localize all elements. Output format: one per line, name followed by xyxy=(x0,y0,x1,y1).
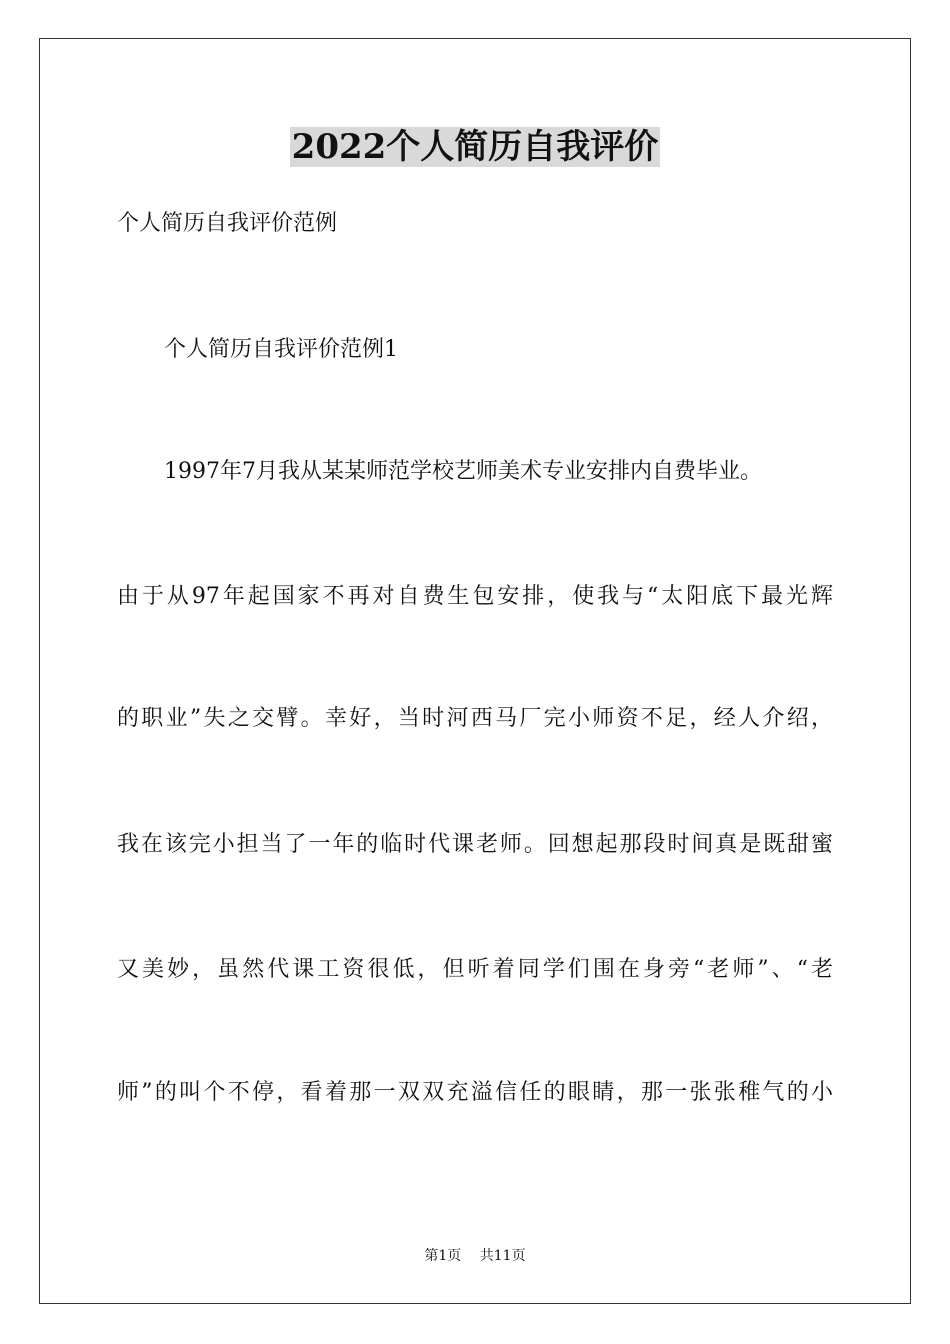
document-title-text: 2022个人简历自我评价 xyxy=(291,127,659,167)
paragraph-line-3: 的职业”失之交臂。幸好，当时河西马厂完小师资不足，经人介绍， xyxy=(117,706,833,731)
section-heading: 个人简历自我评价范例1 xyxy=(164,337,398,362)
paragraph-line-6: 师”的叫个不停，看着那一双双充溢信任的眼睛，那一张张稚气的小 xyxy=(117,1080,833,1105)
page-footer xyxy=(0,1246,950,1266)
page-number-total: 共11页 xyxy=(479,1248,526,1264)
page-number-current: 第1页 xyxy=(424,1248,462,1264)
paragraph-line-1: 1997年7月我从某某师范学校艺师美术专业安排内自费毕业。 xyxy=(164,459,762,484)
paragraph-line-2: 由于从97年起国家不再对自费生包安排，使我与“太阳底下最光辉 xyxy=(117,584,833,609)
paragraph-line-5: 又美妙，虽然代课工资很低，但听着同学们围在身旁“老师”、“老 xyxy=(117,957,833,982)
document-title xyxy=(0,124,950,170)
document-subtitle: 个人简历自我评价范例 xyxy=(117,211,338,236)
paragraph-line-4: 我在该完小担当了一年的临时代课老师。回想起那段时间真是既甜蜜 xyxy=(117,832,833,857)
